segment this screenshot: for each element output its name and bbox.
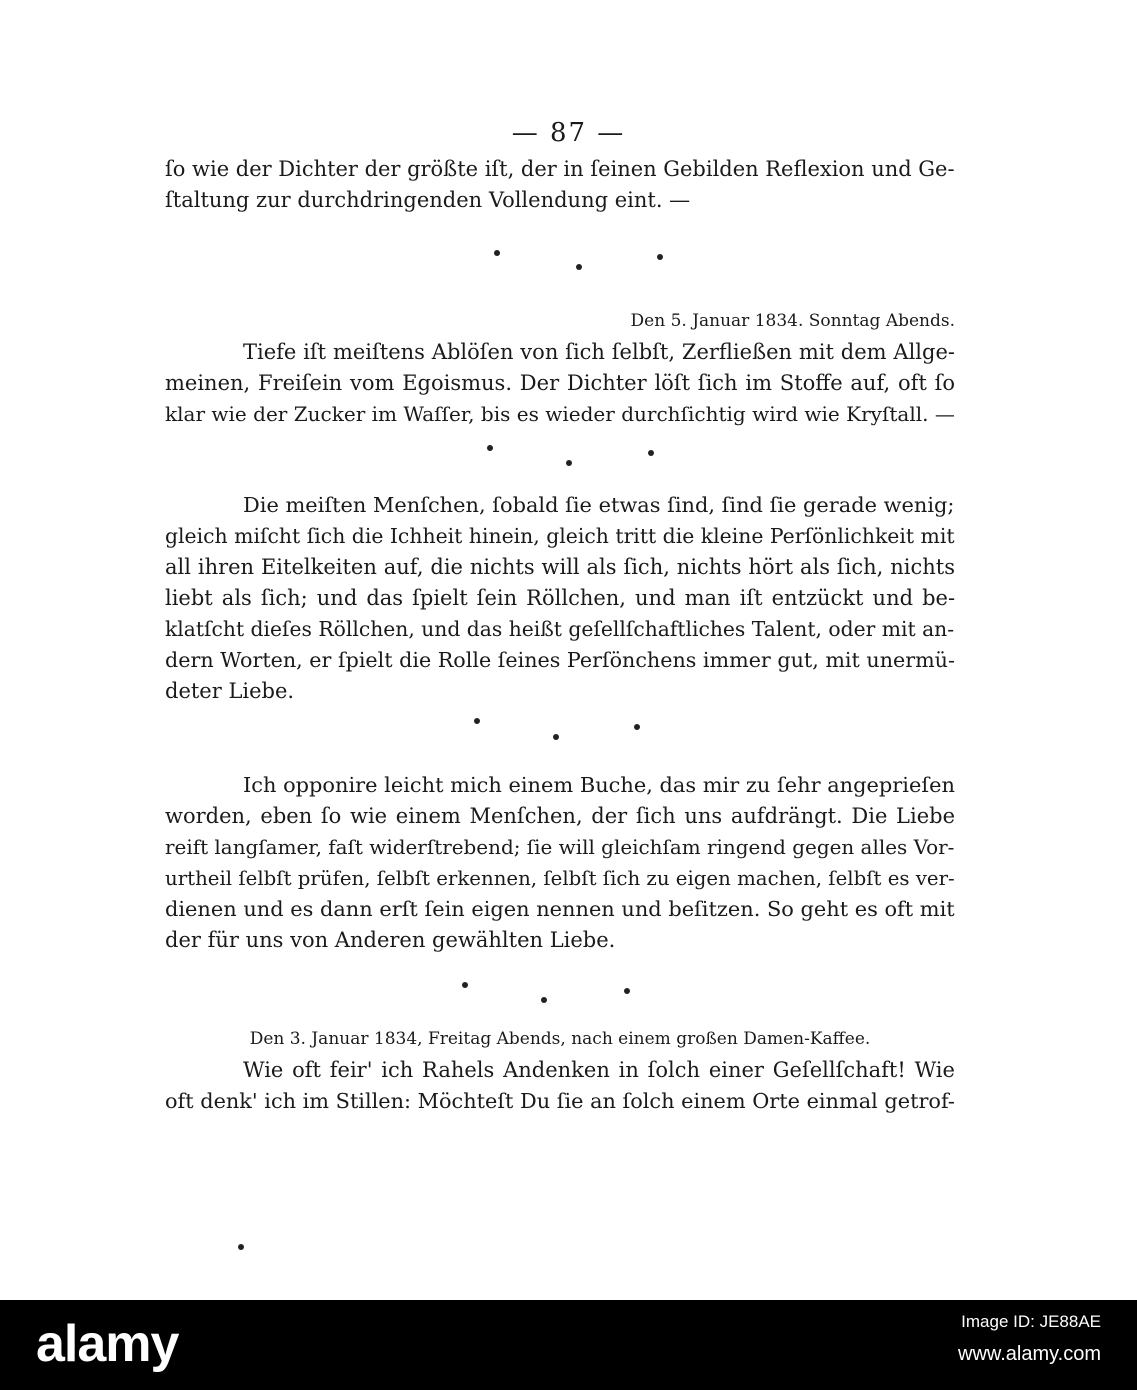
image-id-label: Image ID: JE88AE	[961, 1312, 1101, 1331]
text-line: klar wie der Zucker im Waſſer, bis es wieder durchſichtig wird wie Kryſtall. —	[165, 402, 955, 426]
site-url: www.alamy.com	[958, 1343, 1101, 1365]
text-line: klatſcht dieſes Röllchen, und das heißt geſellſchaftliches Talent, oder mit an-	[165, 617, 955, 641]
section-separator	[0, 982, 1137, 1022]
text-line: ſtaltung zur durchdringenden Vollendung eint. —	[165, 188, 691, 212]
text-line: all ihren Eitelkeiten auf, die nichts will als ſich, nichts hört als ſich, nichts	[165, 555, 955, 579]
text-line: Die meiſten Menſchen, ſobald ſie etwas ſind, ſind ſie gerade wenig;	[243, 493, 955, 517]
text-line: dern Worten, er ſpielt die Rolle ſeines Perſönchens immer gut, mit unermü-	[165, 648, 955, 672]
continuation-paragraph	[165, 154, 955, 216]
text-line: urtheil ſelbſt prüfen, ſelbſt erkennen, ſelbſt ſich zu eigen machen, ſelbſt es ver-	[165, 867, 955, 890]
paragraph-2	[165, 490, 955, 707]
text-line: dienen und es dann erſt ſein eigen nennen und beſitzen. So geht es oft mit	[165, 897, 955, 921]
text-line: reift langſamer, faſt widerſtrebend; ſie will gleichſam ringend gegen alles Vor-	[165, 835, 955, 859]
text-line: Tiefe iſt meiſtens Ablöſen von ſich ſelbſt, Zerfließen mit dem Allge-	[243, 340, 955, 364]
entry-date: Den 5. Januar 1834. Sonntag Abends.	[630, 311, 955, 331]
text-line: worden, eben ſo wie einem Menſchen, der ſich uns aufdrängt. Die Liebe	[165, 804, 955, 828]
section-separator	[0, 250, 1137, 290]
stray-mark	[238, 1244, 244, 1250]
paragraph-3	[165, 770, 955, 956]
text-line: Wie oft feir' ich Rahels Andenken in ſolch einer Geſellſchaft! Wie	[243, 1058, 955, 1082]
text-line: oft denk' ich im Stillen: Möchteſt Du ſie an ſolch einem Orte einmal getrof-	[165, 1089, 955, 1113]
watermark-meta	[958, 1310, 1101, 1374]
entry-date: Den 3. Januar 1834, Freitag Abends, nach einem großen Damen-Kaffee.	[249, 1029, 871, 1049]
watermark-bar	[0, 1300, 1137, 1390]
text-line: Ich opponire leicht mich einem Buche, das mir zu ſehr angeprieſen	[243, 773, 955, 797]
text-line: liebt als ſich; und das ſpielt ſein Röllchen, und man iſt entzückt und be-	[165, 586, 955, 610]
section-separator	[0, 718, 1137, 758]
diary-entry-1	[165, 306, 955, 430]
section-separator	[0, 445, 1137, 485]
text-line: meinen, Freiſein vom Egoismus. Der Dichter löſt ſich im Stoffe auf, oft ſo	[165, 371, 955, 395]
text-line: gleich miſcht ſich die Ichheit hinein, gleich tritt die kleine Perſönlichkeit mit	[165, 524, 955, 548]
page-number: — 87 —	[511, 118, 626, 148]
text-line: deter Liebe.	[165, 679, 295, 703]
text-line: der für uns von Anderen gewählten Liebe.	[165, 928, 616, 952]
diary-entry-2	[165, 1024, 955, 1117]
text-line: ſo wie der Dichter der größte iſt, der in ſeinen Gebilden Reflexion und Ge-	[165, 157, 955, 181]
alamy-logo: alamy	[36, 1315, 179, 1373]
